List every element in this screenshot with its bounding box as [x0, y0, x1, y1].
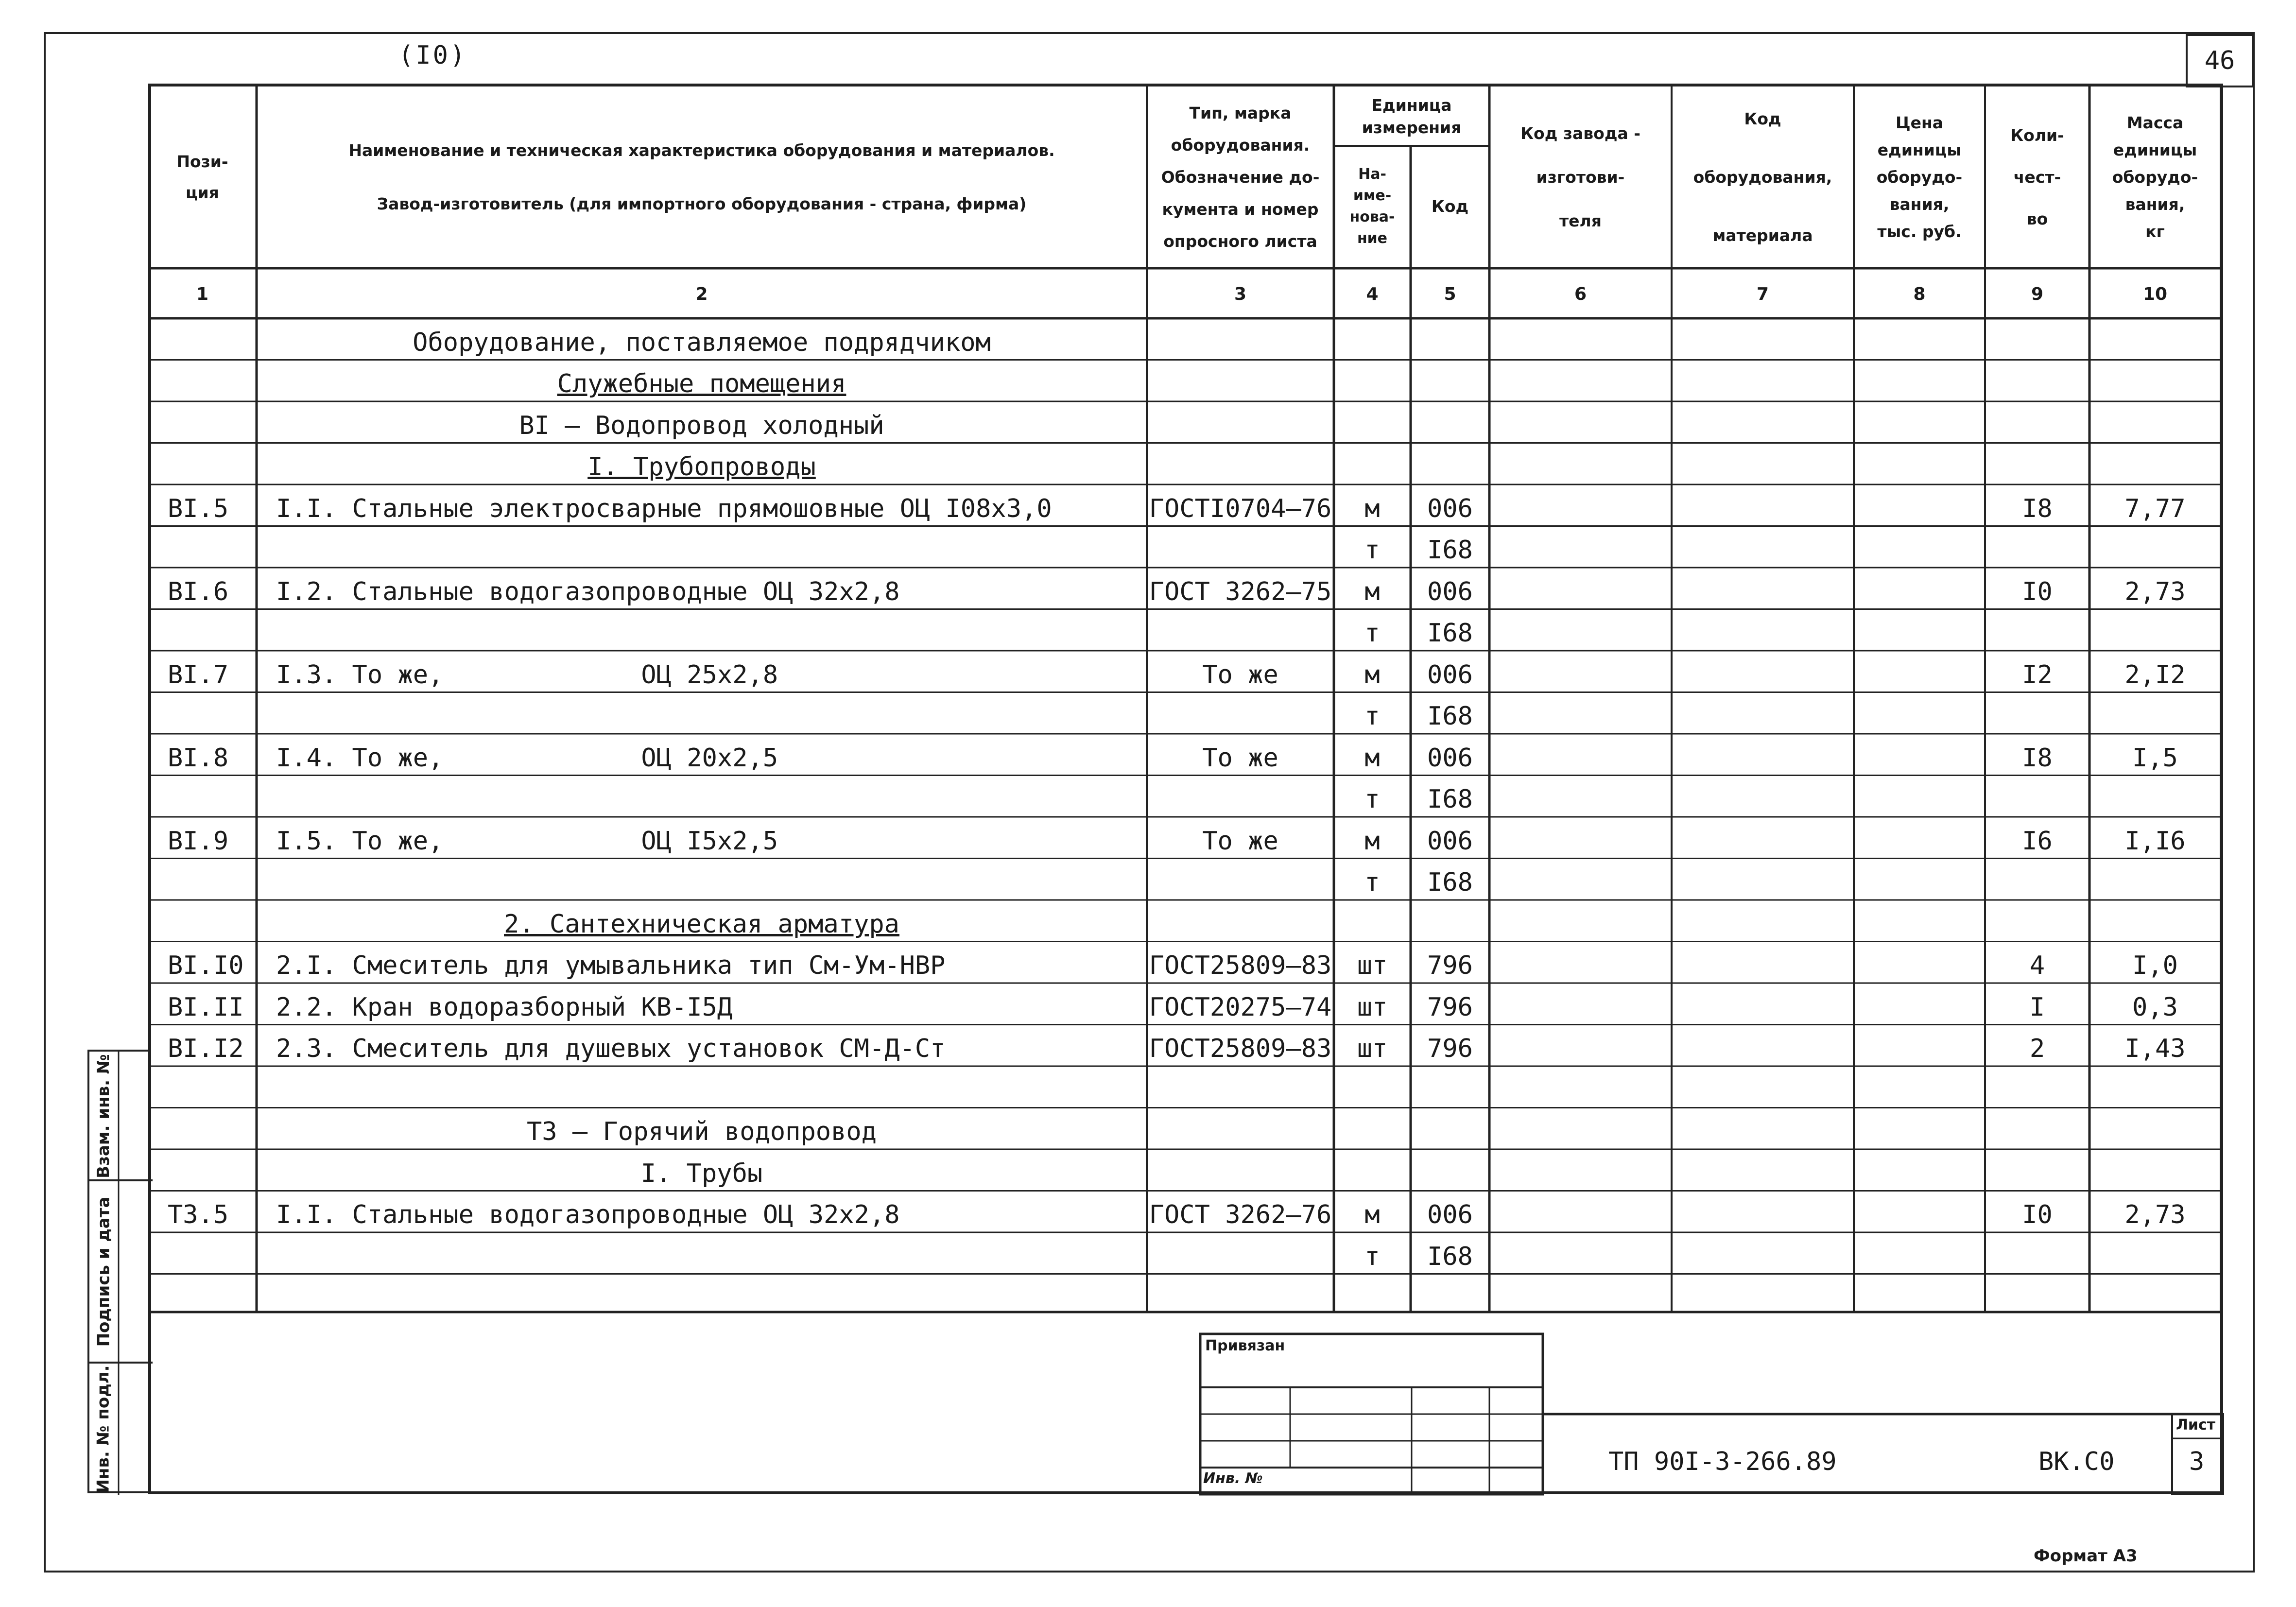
cell-name: I.I. Стальные водогазопроводные ОЦ 32х2,8: [276, 1200, 900, 1230]
cell-unit: т: [1364, 536, 1380, 565]
cell-pos: BI.6: [168, 577, 229, 606]
cell-pos: BI.II: [168, 992, 244, 1022]
cell-doc: То же: [1202, 826, 1278, 856]
cell-mass: I,5: [2132, 743, 2178, 773]
cell-unit: т: [1364, 619, 1380, 648]
cell-code: 006: [1427, 660, 1473, 690]
colnum-10: 10: [2142, 284, 2168, 304]
cell-qty: I0: [2022, 577, 2053, 606]
sidebar-podpis: Подпись и дата: [94, 1196, 114, 1347]
cell-unit: т: [1364, 785, 1380, 814]
cell-name: I. Трубы: [640, 1158, 763, 1188]
cell-mass: 2,73: [2124, 1200, 2186, 1230]
cell-pos: BI.I0: [168, 951, 244, 981]
cell-pos: BI.I2: [168, 1034, 244, 1064]
cell-name: 2.2. Кран водоразборный КВ-I5Д: [276, 992, 733, 1022]
colnum-9: 9: [2031, 284, 2044, 304]
cell-name: Служебные помещения: [557, 369, 846, 399]
sheet-number: 3: [2189, 1447, 2205, 1476]
cell-code: I68: [1427, 536, 1473, 565]
cell-name: I.5. То же, ОЦ I5х2,5: [276, 826, 778, 856]
cell-name: 2.3. Смеситель для душевых установок СМ-Д-Ст: [276, 1034, 946, 1064]
cell-name: 2. Сантехническая арматура: [504, 909, 899, 939]
cell-name: I.3. То же, ОЦ 25х2,8: [276, 660, 778, 690]
cell-unit: т: [1364, 1242, 1380, 1271]
header-type: Тип, марка оборудования. Обозначение до- кумента и номер опросного листа: [1161, 104, 1320, 251]
header-unit-group: Единица измерения: [1362, 96, 1462, 137]
cell-name: 2.I. Смеситель для умывальника тип См-Ум-НВР: [276, 951, 946, 981]
cell-code: I68: [1427, 702, 1473, 731]
sidebar-inv-podl: Инв. № подл.: [94, 1365, 113, 1493]
cell-mass: 2,73: [2124, 577, 2186, 606]
colnum-1: 1: [196, 284, 209, 304]
header-unit-name: На- име- нова- ние: [1349, 166, 1395, 247]
header-unit-code: Код: [1431, 197, 1469, 216]
header-quantity: Коли- чест- во: [2010, 126, 2064, 228]
cell-code: 006: [1427, 494, 1473, 523]
cell-mass: I,0: [2132, 951, 2178, 981]
header-equipment-code: Код оборудования, материала: [1693, 109, 1832, 245]
header-mass: Масса единицы оборудо- вания, кг: [2112, 113, 2198, 241]
cell-unit: м: [1364, 660, 1380, 690]
cell-code: I68: [1427, 868, 1473, 898]
cell-doc: ГОСТ 3262–75: [1149, 577, 1332, 606]
cell-unit: т: [1364, 868, 1380, 898]
cell-qty: I: [2029, 992, 2045, 1022]
cell-doc: ГОСТI0704–76: [1149, 494, 1332, 523]
cell-code: 006: [1427, 826, 1473, 856]
sidebar-vzam: Взам. инв. №: [94, 1054, 113, 1178]
cell-pos: BI.7: [168, 660, 229, 690]
page-number: 46: [2204, 46, 2235, 75]
colnum-2: 2: [695, 284, 708, 304]
cell-name: I. Трубопроводы: [587, 452, 816, 482]
format-label: Формат А3: [2034, 1546, 2138, 1566]
document-code: ТП 90I-3-266.89: [1608, 1447, 1837, 1476]
cell-pos: BI.8: [168, 743, 229, 773]
cell-qty: I8: [2022, 494, 2053, 523]
cell-code: I68: [1427, 785, 1473, 814]
cell-mass: 0,3: [2132, 992, 2178, 1022]
cell-unit: шт: [1357, 992, 1388, 1022]
cell-qty: I6: [2022, 826, 2053, 856]
cell-qty: 2: [2029, 1034, 2045, 1064]
header-position: Пози- ция: [176, 152, 228, 202]
cell-pos: BI.5: [168, 494, 229, 523]
cell-pos: Т3.5: [168, 1200, 229, 1230]
cell-name: Т3 – Горячий водопровод: [526, 1117, 877, 1147]
cell-unit: м: [1364, 743, 1380, 773]
cell-code: 796: [1427, 992, 1473, 1022]
cell-name: Оборудование, поставляемое подрядчиком: [413, 328, 991, 357]
stamp-inv-no: Инв. №: [1203, 1470, 1263, 1487]
cell-code: I68: [1427, 619, 1473, 648]
cell-doc: ГОСТ25809–83: [1149, 1034, 1332, 1064]
cell-mass: 2,I2: [2124, 660, 2186, 690]
cell-mass: I,43: [2124, 1034, 2186, 1064]
cell-name: I.4. То же, ОЦ 20х2,5: [276, 743, 778, 773]
cell-doc: ГОСТ 3262–76: [1149, 1200, 1332, 1230]
cell-qty: I2: [2022, 660, 2053, 690]
colnum-4: 4: [1366, 284, 1379, 304]
cell-unit: т: [1364, 702, 1380, 731]
cell-name: I.2. Стальные водогазопроводные ОЦ 32х2,8: [276, 577, 900, 606]
cell-doc: То же: [1202, 660, 1278, 690]
cell-unit: м: [1364, 577, 1380, 606]
cell-unit: м: [1364, 494, 1380, 523]
sheet-label: Лист: [2176, 1417, 2216, 1434]
cell-doc: ГОСТ25809–83: [1149, 951, 1332, 981]
cell-qty: I8: [2022, 743, 2053, 773]
colnum-6: 6: [1574, 284, 1587, 304]
header-price: Цена единицы оборудо- вания, тыс. руб.: [1876, 113, 1963, 241]
header-name: Наименование и техническая характеристика оборудования и материалов. Завод-изготовитель (для импортного оборудования - страна, фирма): [348, 141, 1055, 213]
cell-unit: м: [1364, 826, 1380, 856]
colnum-8: 8: [1913, 284, 1926, 304]
cell-mass: 7,77: [2124, 494, 2186, 523]
header-factory-code: Код завода - изготови- теля: [1520, 124, 1640, 230]
cell-pos: BI.9: [168, 826, 229, 856]
cell-unit: шт: [1357, 951, 1388, 981]
cell-code: 006: [1427, 577, 1473, 606]
stamp-privyazan: Привязан: [1205, 1337, 1285, 1354]
cell-code: 796: [1427, 1034, 1473, 1064]
cell-name: BI – Водопровод холодный: [519, 411, 884, 440]
cell-doc: ГОСТ20275–74: [1149, 992, 1332, 1022]
cell-doc: То же: [1202, 743, 1278, 773]
cell-qty: I0: [2022, 1200, 2053, 1230]
cell-code: 006: [1427, 1200, 1473, 1230]
cell-code: 796: [1427, 951, 1473, 981]
colnum-3: 3: [1234, 284, 1247, 304]
cell-mass: I,I6: [2124, 826, 2186, 856]
cell-code: I68: [1427, 1242, 1473, 1271]
drawing-mark: ВК.С0: [2038, 1447, 2115, 1476]
colnum-5: 5: [1444, 284, 1456, 304]
colnum-7: 7: [1756, 284, 1769, 304]
cell-name: I.I. Стальные электросварные прямошовные ОЦ I08х3,0: [276, 494, 1052, 523]
cell-unit: м: [1364, 1200, 1380, 1230]
cell-code: 006: [1427, 743, 1473, 773]
cell-qty: 4: [2029, 951, 2045, 981]
cell-unit: шт: [1357, 1034, 1388, 1064]
top-code: (I0): [398, 41, 467, 70]
